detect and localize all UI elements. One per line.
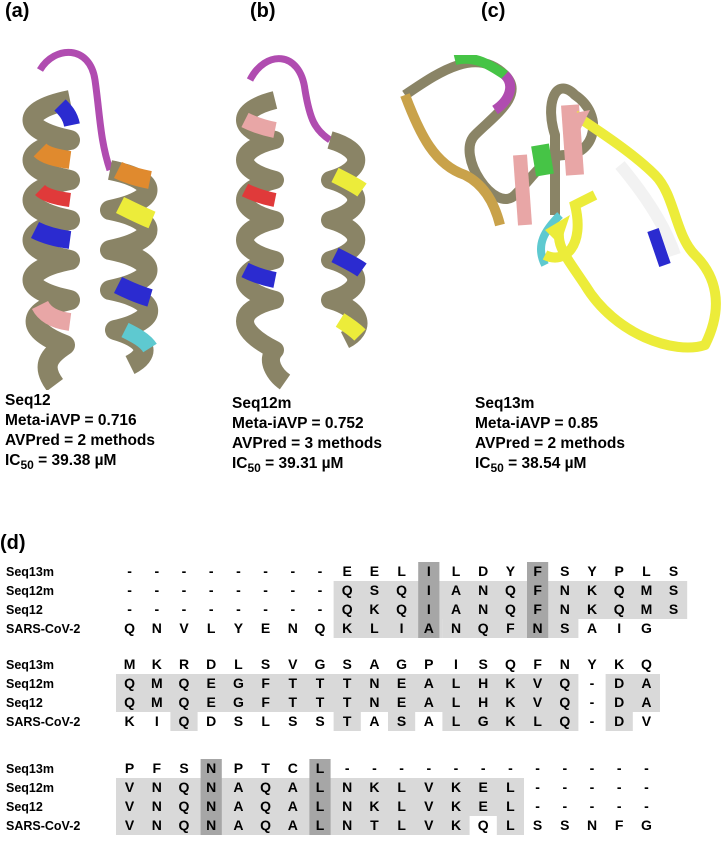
residue: - [208,563,214,579]
residue: V [124,817,135,833]
residue: M [640,582,653,598]
residue: M [150,694,163,710]
sequence-name: SARS-CoV-2 [6,715,81,729]
residue: N [586,817,598,833]
residue: A [287,817,298,833]
residue: - [154,601,160,617]
residue: S [369,582,380,598]
residue: S [560,563,570,579]
residue: L [315,798,325,814]
residue: D [614,713,625,729]
residue: K [586,601,598,617]
residue: E [206,675,216,691]
residue: K [124,713,135,729]
residue: G [640,817,652,833]
residue: A [450,601,462,617]
residue: A [233,817,244,833]
residue: E [342,563,352,579]
residue: L [451,675,461,691]
residue: N [559,656,570,672]
residue: N [369,675,380,691]
residue: A [369,713,380,729]
residue: Q [178,779,190,795]
residue: Q [178,675,190,691]
residue: - [317,563,323,579]
sequence-name: Seq13m [6,762,54,776]
residue: F [506,620,515,636]
residue: M [640,601,653,617]
residue: S [233,713,244,729]
residue: L [642,563,651,579]
residue: K [505,694,516,710]
residue: Q [124,694,136,710]
residue: N [206,798,217,814]
residue: Q [396,582,408,598]
residue: - [508,760,513,776]
caption-meta-iavp: Meta-iAVP = 0.85 [475,415,599,432]
residue: F [261,675,270,691]
residue: S [668,563,679,579]
residue: A [423,675,434,691]
residue: V [424,779,434,795]
residue: Q [178,694,190,710]
residue: K [369,601,380,617]
residue: K [151,656,162,672]
residue: L [315,817,325,833]
residue: - [317,582,323,598]
residue: K [614,656,625,672]
sequence-name: Seq12 [6,800,43,814]
residue: N [342,817,353,833]
caption-ic50: $IC_{50} = 38.54$ µM [475,455,587,476]
sequence-name: SARS-CoV-2 [6,819,81,833]
residue: - [372,760,377,776]
residue: - [127,601,132,617]
residue: E [206,694,216,710]
residue: D [478,563,489,579]
sequence-name: Seq13m [6,565,54,579]
residue: T [288,694,298,710]
panel-label-c: (c) [481,0,506,22]
residue: D [206,713,217,729]
residue: L [506,779,515,795]
residue: L [397,779,406,795]
residue: - [317,601,323,617]
residue: G [314,656,326,672]
residue: - [616,798,622,814]
residue: A [423,694,434,710]
residue: L [451,563,461,579]
residue: I [426,563,431,579]
residue: S [396,713,407,729]
residue: Q [504,656,516,672]
residue: Q [559,675,571,691]
residue: - [236,563,241,579]
residue: E [396,675,407,691]
residue: - [290,582,296,598]
residue: - [154,582,160,598]
residue: L [315,760,325,776]
residue: N [206,760,217,776]
residue: F [261,694,270,710]
residue: Q [477,817,489,833]
residue: - [263,563,268,579]
residue: G [396,656,408,672]
residue: A [423,620,434,636]
residue: N [151,620,162,636]
sequence-name: Seq12m [6,781,54,795]
residue: D [614,694,625,710]
residue: - [562,779,568,795]
residue: I [617,620,622,636]
residue: V [124,798,135,814]
residue: - [535,760,540,776]
residue: L [261,713,270,729]
residue: T [315,694,325,710]
caption-name: Seq12m [232,395,292,412]
residue: S [342,656,352,672]
residue: - [154,563,160,579]
residue: - [208,601,214,617]
residue: S [668,582,679,598]
residue: - [644,779,649,795]
residue: Q [124,675,136,691]
caption-meta-iavp: Meta-iAVP = 0.716 [5,412,137,429]
residue: Y [587,563,597,579]
residue: Q [314,620,326,636]
residue: F [533,601,542,617]
residue: C [287,760,298,776]
residue: V [641,713,652,729]
residue: - [644,760,649,776]
residue: E [478,798,488,814]
residue: Q [613,582,625,598]
residue: V [424,817,434,833]
residue: S [478,656,488,672]
residue: L [397,563,406,579]
residue: Q [504,582,516,598]
caption-avpred: AVPred = 2 methods [5,432,156,449]
residue: Q [559,694,571,710]
residue: N [369,694,380,710]
residue: N [478,582,489,598]
residue: D [206,656,217,672]
residue: P [424,656,434,672]
residue: - [616,760,622,776]
residue: - [535,779,540,795]
residue: L [451,694,461,710]
sequence-name: Seq12m [6,584,54,598]
residue: - [453,760,459,776]
residue: I [399,620,404,636]
residue: Q [396,601,408,617]
residue: L [234,656,243,672]
residue: - [589,760,595,776]
residue: Q [640,656,652,672]
caption-meta-iavp: Meta-iAVP = 0.752 [232,415,364,432]
residue: N [206,817,217,833]
residue: - [562,760,568,776]
residue: - [344,760,350,776]
residue: P [233,760,244,776]
residue: - [644,798,649,814]
residue: T [342,713,352,729]
residue: Q [477,620,489,636]
residue: G [232,694,244,710]
residue: G [640,620,652,636]
panel-label-a: (a) [5,0,30,22]
residue: K [342,620,353,636]
residue: Y [587,656,597,672]
residue: F [533,582,542,598]
residue: A [287,779,298,795]
caption-ic50: $IC_{50} = 39.38$ µM [5,452,117,473]
residue: A [641,694,652,710]
residue: I [454,656,458,672]
residue: T [315,675,325,691]
residue: Q [260,779,272,795]
residue: E [396,694,407,710]
residue: Q [178,817,190,833]
residue: K [450,779,462,795]
residue: L [397,798,406,814]
caption-avpred: AVPred = 2 methods [475,435,626,452]
residue: N [287,620,298,636]
residue: I [154,713,159,729]
residue: - [181,563,187,579]
residue: Q [178,713,190,729]
residue: S [560,620,570,636]
residue: R [178,656,190,672]
residue: N [206,779,217,795]
residue: N [450,620,462,636]
residue: T [288,675,298,691]
residue: K [369,779,380,795]
residue: Q [124,620,136,636]
residue: S [288,713,298,729]
residue: - [535,798,540,814]
residue: S [260,656,271,672]
residue: N [151,817,162,833]
residue: S [315,713,325,729]
residue: Q [559,713,571,729]
residue: - [181,601,187,617]
residue: T [370,817,379,833]
caption-ic50: $IC_{50} = 39.31$ µM [232,455,344,476]
residue: - [616,779,622,795]
sequence-name: Seq13m [6,658,54,672]
residue: N [342,779,353,795]
residue: F [533,656,542,672]
residue: Q [260,817,272,833]
residue: T [261,760,270,776]
residue: - [399,760,404,776]
residue: N [151,779,162,795]
residue: K [369,798,380,814]
residue: L [533,713,542,729]
residue: V [424,798,434,814]
residue: Q [260,798,272,814]
residue: - [589,675,595,691]
residue: H [478,675,489,691]
residue: Q [341,601,353,617]
residue: S [668,601,679,617]
sequence-name: Seq12 [6,603,43,617]
residue: A [233,779,244,795]
residue: S [560,817,570,833]
residue: G [232,675,244,691]
residue: - [589,779,595,795]
residue: L [370,620,379,636]
residue: L [206,620,216,636]
residue: N [532,620,543,636]
residue: N [478,601,489,617]
residue: - [589,798,595,814]
residue: D [614,675,625,691]
residue: - [236,601,241,617]
residue: A [233,798,244,814]
caption-name: Seq12 [5,392,51,409]
residue: A [586,620,598,636]
residue: H [478,694,489,710]
residue: L [451,713,461,729]
residue: V [124,779,135,795]
residue: K [450,798,462,814]
residue: - [480,760,486,776]
residue: - [562,798,568,814]
residue: Q [178,798,190,814]
panel-label-d: (d) [0,532,26,554]
residue: Q [341,582,353,598]
residue: K [505,713,516,729]
residue: - [127,582,132,598]
residue: T [342,694,352,710]
caption-avpred: AVPred = 3 methods [232,435,383,452]
residue: - [208,582,214,598]
residue: V [532,675,543,691]
residue: - [589,713,595,729]
residue: L [506,817,515,833]
residue: Q [613,601,625,617]
residue: N [559,601,570,617]
residue: P [124,760,135,776]
residue: - [236,582,241,598]
residue: E [478,779,488,795]
residue: K [450,817,462,833]
residue: - [127,563,132,579]
residue: A [423,713,434,729]
residue: V [179,620,189,636]
residue: F [533,563,542,579]
residue: N [342,798,353,814]
residue: Y [505,563,516,579]
residue: F [614,817,624,833]
residue: - [426,760,432,776]
residue: M [150,675,163,691]
residue: A [450,582,462,598]
sequence-name: Seq12m [6,677,54,691]
residue: P [614,563,624,579]
residue: E [260,620,271,636]
residue: A [287,798,298,814]
residue: M [123,656,136,672]
residue: - [290,601,296,617]
panel-label-b: (b) [250,0,276,22]
residue: V [532,694,543,710]
residue: - [181,582,187,598]
residue: K [586,582,598,598]
residue: A [641,675,652,691]
residue: S [179,760,189,776]
residue: Q [504,601,516,617]
residue: T [342,675,352,691]
caption-name: Seq13m [475,395,535,412]
residue: - [263,601,268,617]
residue: K [505,675,516,691]
residue: N [559,582,570,598]
residue: - [589,694,595,710]
residue: L [315,779,325,795]
residue: I [426,582,431,598]
residue: L [506,798,515,814]
residue: - [263,582,268,598]
residue: Y [233,620,244,636]
residue: L [397,817,406,833]
residue: I [426,601,431,617]
residue: S [532,817,543,833]
residue: E [369,563,380,579]
residue: - [290,563,296,579]
residue: F [152,760,162,776]
residue: N [151,798,162,814]
residue: G [477,713,489,729]
residue: V [288,656,298,672]
sequence-name: SARS-CoV-2 [6,622,81,636]
sequence-name: Seq12 [6,696,43,710]
residue: A [369,656,380,672]
